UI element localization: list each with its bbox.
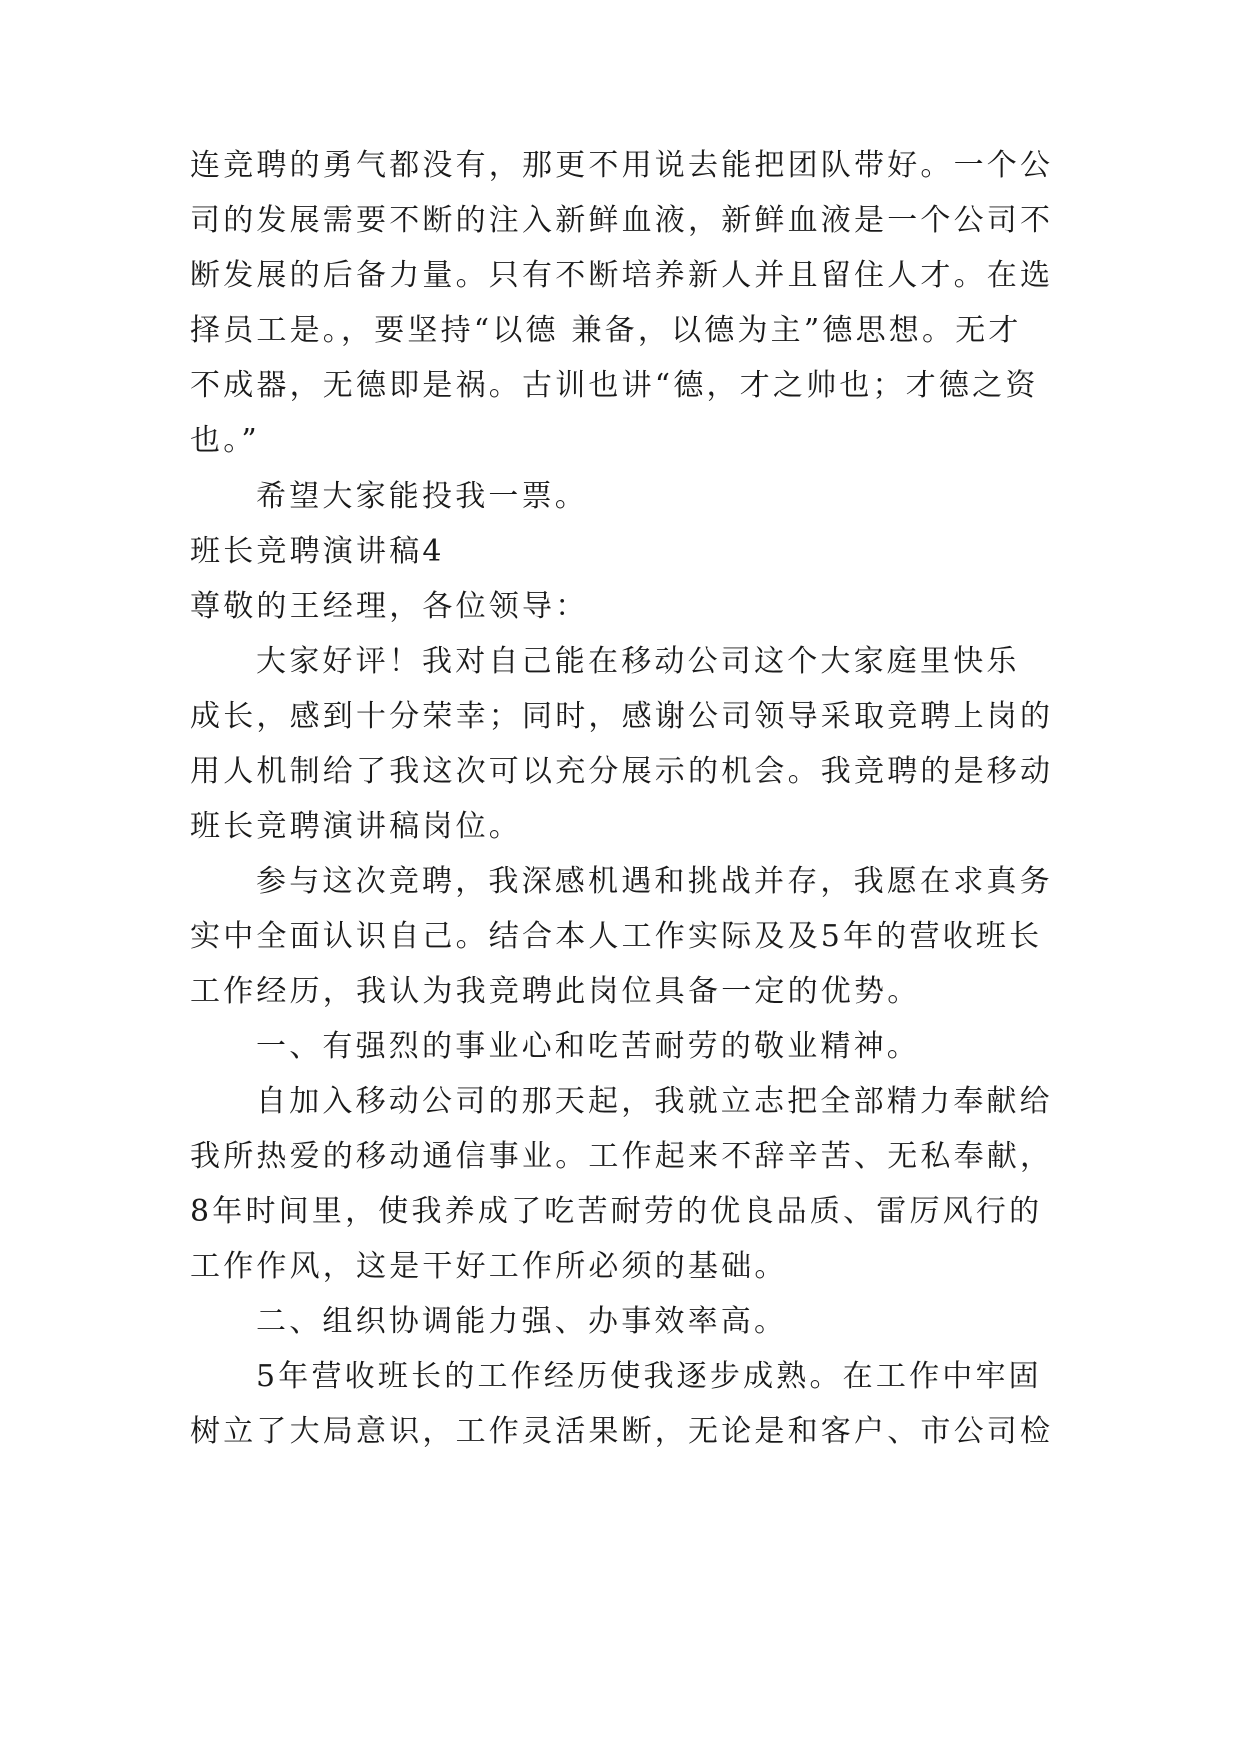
body-text-line: 工作经历，我认为我竞聘此岗位具备一定的优势。	[190, 974, 921, 1009]
body-text-line: 8年时间里，使我养成了吃苦耐劳的优良品质、雷厉风行的	[190, 1194, 1043, 1229]
body-text-line: 用人机制给了我这次可以充分展示的机会。我竞聘的是移动	[190, 754, 1054, 789]
paragraph-line: 参与这次竞聘，我深感机遇和挑战并存，我愿在求真务	[256, 864, 1053, 899]
point-heading: 二、组织协调能力强、办事效率高。	[256, 1304, 788, 1339]
body-text-line: 班长竞聘演讲稿岗位。	[190, 809, 522, 844]
body-text-line: 成长，感到十分荣幸；同时，感谢公司领导采取竞聘上岗的	[190, 699, 1054, 734]
body-text-line: 司的发展需要不断的注入新鲜血液，新鲜血液是一个公司不	[190, 203, 1054, 238]
body-text-line: 树立了大局意识，工作灵活果断，无论是和客户、市公司检	[190, 1414, 1054, 1449]
body-text-line: 也。”	[190, 423, 260, 458]
paragraph-line: 5年营收班长的工作经历使我逐步成熟。在工作中牢固	[256, 1359, 1042, 1394]
paragraph-line: 希望大家能投我一票。	[256, 479, 588, 514]
body-text-line: 我所热爱的移动通信事业。工作起来不辞辛苦、无私奉献，	[190, 1139, 1054, 1174]
point-heading: 一、有强烈的事业心和吃苦耐劳的敬业精神。	[256, 1029, 920, 1064]
body-text-line: 工作作风，这是干好工作所必须的基础。	[190, 1249, 788, 1284]
section-heading: 班长竞聘演讲稿4	[190, 534, 445, 569]
body-text-line: 择员工是。，要坚持“以德 兼备，以德为主”德思想。无才	[190, 313, 1022, 348]
body-text-line: 不成器，无德即是祸。古训也讲“德，才之帅也；才德之资	[190, 368, 1039, 403]
paragraph-line: 大家好评！我对自己能在移动公司这个大家庭里快乐	[256, 644, 1020, 679]
body-text-line: 断发展的后备力量。只有不断培养新人并且留住人才。在选	[190, 258, 1054, 293]
paragraph-line: 自加入移动公司的那天起，我就立志把全部精力奉献给	[256, 1084, 1053, 1119]
body-text-line: 实中全面认识自己。结合本人工作实际及及5年的营收班长	[190, 919, 1043, 954]
body-text-line: 连竞聘的勇气都没有，那更不用说去能把团队带好。一个公	[190, 148, 1054, 183]
salutation: 尊敬的王经理，各位领导：	[190, 589, 589, 624]
